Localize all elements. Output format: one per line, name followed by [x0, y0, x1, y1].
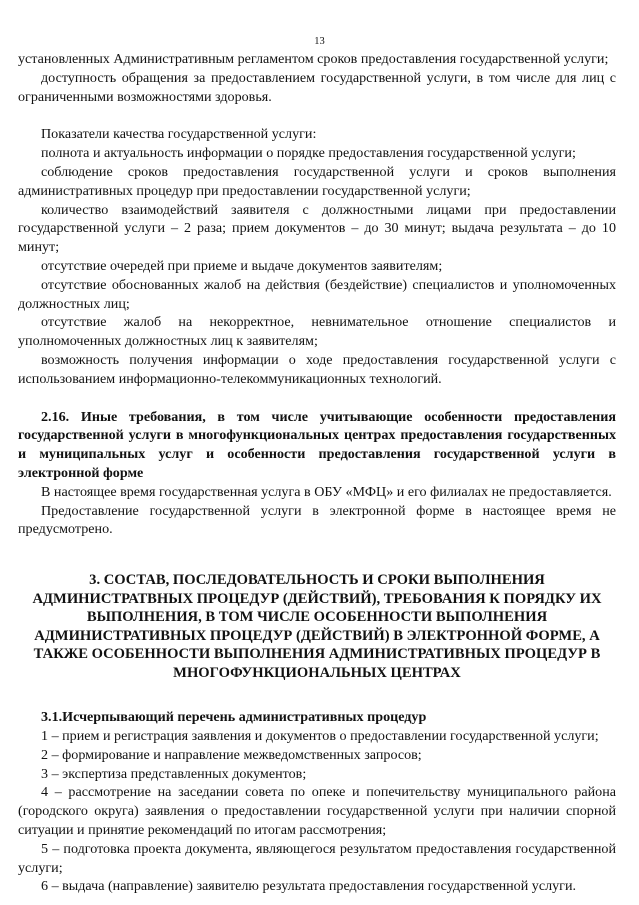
- quality-heading: Показатели качества государственной услуги:: [41, 126, 317, 143]
- quality-item: отсутствие жалоб на некорректное, невнимательное отношение специалистов и уполномоченных должностных лиц к заявителям;: [18, 314, 616, 350]
- quality-item: полнота и актуальность информации о порядке предоставления государственной услуги;: [41, 145, 576, 162]
- procedure-item: 6 – выдача (направление) заявителю результата предоставления государственной услуги.: [41, 878, 577, 895]
- section-2-16-heading: 2.16. Иные требования, в том числе учитывающие особенности предоставления государственной услуги в многофункциональных центрах предоставления государственных и муниципальных услуг и особенности предоставления государственной услуги в электронной форме: [18, 408, 616, 481]
- paragraph: В настоящее время государственная услуга в ОБУ «МФЦ» и его филиалах не предоставляется.: [41, 483, 612, 500]
- quality-item: возможность получения информации о ходе предоставления государственной услуги с использованием информационно-телекоммуникационных технологий.: [18, 351, 616, 387]
- section-3-heading: 3. СОСТАВ, ПОСЛЕДОВАТЕЛЬНОСТЬ И СРОКИ ВЫПОЛНЕНИЯ АДМИНИСТРАТВНЫХ ПРОЦЕДУР (ДЕЙСТВИЙ), ТРЕБОВАНИЯ К ПОРЯДКУ ИХ ВЫПОЛНЕНИЯ, В ТОМ ЧИСЛЕ ОСОБЕННОСТИ ВЫПОЛНЕНИЯ АДМИНИСТРАТИВНЫХ ПРОЦЕДУР (ДЕЙСТВИЙ) В ЭЛЕКТРОННОЙ ФОРМЕ, А ТАКЖЕ ОСОБЕННОСТИ ВЫПОЛНЕНИЯ АДМИНИСТРАТИВНЫХ ПРОЦЕДУР В МНОГОФУНКЦИОНАЛЬНЫХ ЦЕНТРАХ: [32, 572, 602, 681]
- procedure-item: 3 – экспертиза представленных документов;: [41, 765, 307, 782]
- quality-item: отсутствие обоснованных жалоб на действия (бездействие) специалистов и уполномоченных должностных лиц;: [18, 276, 616, 312]
- paragraph: доступность обращения за предоставлением государственной услуги, в том числе для лиц с ограниченными возможностями здоровья.: [18, 69, 616, 105]
- paragraph: Предоставление государственной услуги в электронной форме в настоящее время не предусмотрено.: [18, 502, 616, 538]
- page-number: 13: [314, 36, 325, 47]
- quality-item: отсутствие очередей при приеме и выдаче документов заявителям;: [41, 257, 443, 274]
- procedure-item: 2 – формирование и направление межведомственных запросов;: [41, 746, 422, 763]
- procedure-item: 4 – рассмотрение на заседании совета по опеке и попечительству муниципального района (городского округа) заявления о предоставлении государственной услуги при наличии спорной ситуации и принятие рекомендаций по итогам рассмотрения;: [18, 784, 616, 838]
- paragraph: установленных Административным регламентом сроков предоставления государственной услуги;: [18, 51, 609, 67]
- quality-item: количество взаимодействий заявителя с должностными лицами при предоставлении государственной услуги – 2 раза; прием документов – до 30 минут; выдача результата – до 10 минут;: [18, 201, 616, 256]
- procedure-item: 1 – прием и регистрация заявления и документов о предоставлении государственной услуги;: [41, 727, 599, 744]
- quality-item: соблюдение сроков предоставления государственной услуги и сроков выполнения административных процедур при предоставлении государственной услуги;: [18, 163, 616, 199]
- procedure-item: 5 – подготовка проекта документа, являющегося результатом предоставления государственной услуги;: [18, 840, 616, 876]
- section-3-1-subheading: 3.1.Исчерпывающий перечень административных процедур: [41, 709, 427, 726]
- document-body: [18, 50, 616, 896]
